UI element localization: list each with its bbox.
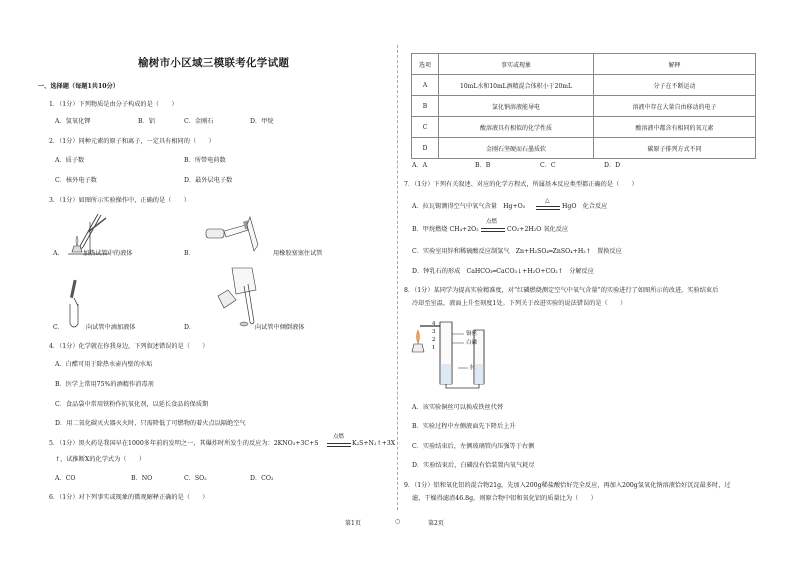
q8-option-d: D．实验结束后，白磷没有恰装置内氧气耗尽 xyxy=(412,462,535,469)
q7-option-a: A．拉瓦锡测得空气中氧气含量 Hg+O₂ xyxy=(412,203,526,210)
q7-b-equals-line-2 xyxy=(481,231,505,232)
page-number-left: 第1页 xyxy=(345,520,361,527)
q4-option-c: C．食品袋中常用铁粉作抗氧化剂，以延长食品的保质期 xyxy=(55,401,209,408)
q7-b-equals-line xyxy=(481,228,505,229)
q8-tick-1: 1 xyxy=(432,345,436,351)
q5-stem: 5．（1分）黑火药是我国早在1000多年前的发明之一，其爆炸时所发生的反应为：2KNO₃+3C+S xyxy=(49,440,319,447)
q7-a-products: HgO 化合反应 xyxy=(562,203,608,210)
page-number-right: 第2页 xyxy=(428,520,444,527)
q6-option-c: C．C xyxy=(540,162,556,169)
table-row xyxy=(412,138,756,159)
q3-option-d: D． xyxy=(184,324,196,331)
q5-equals-line-2 xyxy=(327,446,351,447)
q1-option-b: B．铝 xyxy=(138,118,155,125)
q8-label-copper: 铜丝 xyxy=(466,331,478,337)
q8-option-c: C．实验结束后，左侧玻璃管内压强等于右侧 xyxy=(412,443,535,450)
q3-option-a: A． xyxy=(53,250,64,257)
q3-caption-d: 向试管中倾倒液体 xyxy=(255,324,305,331)
q5-option-c: C．SO₂ xyxy=(184,475,207,482)
table-cell: 酸溶液具有相似的化学性质 xyxy=(439,117,594,138)
q8-stem: 8．（1分）某同学为提高实验精准度，对“红磷燃烧测定空气中氧气含量”的实验进行了如图所示的改进。实验结束后 xyxy=(404,287,719,294)
q8-tick-4: 4 xyxy=(432,321,436,327)
table-cell: A xyxy=(412,75,439,96)
q3-option-b: B． xyxy=(184,250,195,257)
q6-table xyxy=(411,53,756,159)
q8-label-phosphorus: 白磷 xyxy=(466,340,478,346)
q3-caption-b: 用橡胶塞塞住试管 xyxy=(273,250,323,257)
q8-label-water: 水 xyxy=(469,365,475,371)
q1-option-a: A．氢氧化钾 xyxy=(55,118,91,125)
q8-option-a: A．该实验铜丝可以换成铁丝代替 xyxy=(412,404,504,411)
q7-stem: 7．（1分）下列有关叙述、对应的化学方程式，所属基本反应类型都正确的是（ ） xyxy=(404,181,638,188)
table-cell: 分子在不断运动 xyxy=(594,75,756,96)
q1-stem: 1．（1分）下列物质是由分子构成的是（ ） xyxy=(49,101,178,108)
q8-tick-2: 2 xyxy=(432,337,436,343)
phosphorus-apparatus-figure xyxy=(410,316,520,390)
table-cell: 酸溶液中都含有相同的氧元素 xyxy=(594,117,756,138)
q3-caption-a: 加热试管中的液体 xyxy=(83,250,133,257)
q2-option-c: C．核外电子数 xyxy=(55,177,97,184)
table-header-row xyxy=(412,54,756,75)
q5-products: K₂S+N₂↑+3X xyxy=(352,440,396,447)
table-cell: 金刚石坚硬而石墨质软 xyxy=(439,138,594,159)
q1-option-c: C．金刚石 xyxy=(184,118,214,125)
q5-option-b: B．NO xyxy=(131,475,153,482)
q6-option-d: D．D xyxy=(604,162,621,169)
q7-a-equals-line xyxy=(536,206,560,207)
table-cell: 溶液中存在大量自由移动的电子 xyxy=(594,96,756,117)
q6-stem: 6．（1分）对下列事实或现象的微观解释正确的是（ ） xyxy=(49,494,209,501)
q3-option-c: C． xyxy=(53,324,64,331)
q7-b-products: CO₂+2H₂O 氧化反应 xyxy=(507,226,569,233)
q5-option-d: D．CO₂ xyxy=(250,475,274,482)
q7-b-condition: 点燃 xyxy=(486,219,498,225)
table-cell: B xyxy=(412,96,439,117)
table-cell: D xyxy=(412,138,439,159)
table-row xyxy=(412,96,756,117)
q4-option-d: D．用二氧化碳灭火器灭火时，只需降低了可燃物的着火点以隔绝空气 xyxy=(55,420,246,427)
center-circle: ○ xyxy=(395,518,401,525)
q5-condition: 点燃 xyxy=(333,434,345,440)
table-row xyxy=(412,117,756,138)
q7-option-d: D．钟乳石的形成 CaHCO₃═CaCO₃↓+H₂O+CO₂↑ 分解反应 xyxy=(412,268,594,275)
pouring-liquid-figure xyxy=(214,266,264,328)
table-row xyxy=(412,75,756,96)
section-heading: 一、选择题（每题1共10分） xyxy=(38,83,119,90)
dropper-tube-figure xyxy=(64,278,88,330)
table-header-cell: 事实或现象 xyxy=(439,54,594,75)
q2-stem: 2．（1分）同种元素的原子和离子，一定具有相同的（ ） xyxy=(49,138,215,145)
q3-caption-c: 向试管中滴加液体 xyxy=(86,324,136,331)
table-header-cell: 选项 xyxy=(412,54,439,75)
q7-option-c: C．实验室用锌和稀硫酸反应制氢气 Zn+H₂SO₄═ZnSO₄+H₂↑ 置换反应 xyxy=(412,248,622,255)
q3-stem: 3．（1分）如图所示实验操作中，正确的是（ ） xyxy=(49,197,190,204)
stoppering-tube-figure xyxy=(200,215,262,253)
q5-equals-line xyxy=(327,443,351,444)
q5-option-a: A．CO xyxy=(55,475,76,482)
column-divider xyxy=(397,45,398,510)
q7-a-equals-line-2 xyxy=(536,209,560,210)
q9-stem: 9．（1分）铝和氧化铝的混合物21g，先加入200g稀盐酸恰好完全反应，再加入200g氢氧化钠溶液恰好沉淀最多时，过 xyxy=(404,482,731,489)
table-header-cell: 解释 xyxy=(594,54,756,75)
q5-stem-end: ↑，试推断X的化学式为（ ） xyxy=(55,456,146,463)
q2-option-b: B．所带电荷数 xyxy=(184,157,226,164)
q2-option-a: A．质子数 xyxy=(55,157,85,164)
q7-option-b: B．甲烷燃烧 CH₄+2O₂ xyxy=(412,226,479,233)
q9-stem-2: 滤，干燥得滤渣46.8g，则原合物中铝和氧化铝的质量比为（ ） xyxy=(412,495,597,502)
q4-option-b: B．医学上常用75%的酒精作消毒剂 xyxy=(55,381,154,388)
q1-option-d: D．甲烷 xyxy=(250,118,274,125)
table-cell: C xyxy=(412,117,439,138)
q6-option-b: B．B xyxy=(475,162,491,169)
q7-a-condition: △ xyxy=(545,197,550,204)
q4-stem: 4．（1分）化学就在你我身边，下列叙述错误的是（ ） xyxy=(49,343,209,350)
q4-option-a: A．白醋可用于除热水壶内壁的水垢 xyxy=(55,361,153,368)
page-title: 榆树市小区域三模联考化学试题 xyxy=(138,57,290,69)
table-cell: 氯化钠溶液能导电 xyxy=(439,96,594,117)
q8-option-b: B．实验过程中左侧液面先下降后上升 xyxy=(412,423,516,430)
q8-tick-3: 3 xyxy=(432,329,436,335)
q6-option-a: A．A xyxy=(412,162,428,169)
q8-stem-2: 冷却至室温，液面上升至刻度1处。下列关于改进实验的说法错误的是（ ） xyxy=(412,300,627,307)
table-cell: 碳原子排列方式不同 xyxy=(594,138,756,159)
table-cell: 10mL水和10mL酒精混合体积小于20mL xyxy=(439,75,594,96)
q2-option-d: D．最外层电子数 xyxy=(184,177,233,184)
